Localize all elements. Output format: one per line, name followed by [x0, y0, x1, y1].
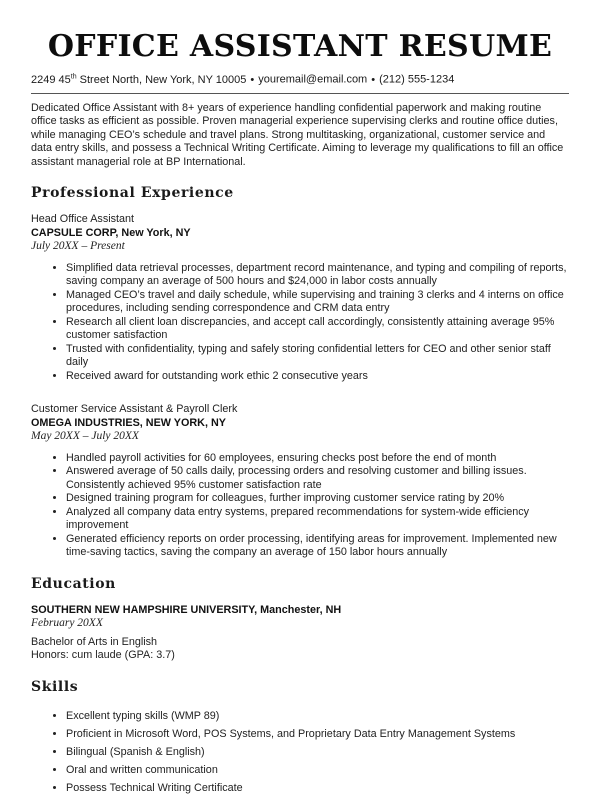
job-title: Customer Service Assistant & Payroll Clerk — [31, 403, 238, 416]
contact-line — [31, 70, 569, 87]
address-street: Street North, New York, NY 10005 — [76, 73, 247, 86]
job-entry — [31, 213, 569, 383]
job-bullet: • Designed training program for colleagues, further improving customer service rating by 20% — [66, 492, 569, 506]
phone: (212) 555-1234 — [379, 73, 455, 86]
job-bullet: • Simplified data retrieval processes, department record maintenance, and typing and compiling of reports, saving company an average of 500 hours and $24,000 in labor costs annually — [66, 262, 569, 289]
job-bullet: • Research all client loan discrepancies, and accept call accordingly, consistently attaining average 95% customer satisfaction — [66, 316, 569, 343]
skill-item: • Bilingual (Spanish & English) — [66, 743, 569, 761]
degree-block — [31, 636, 569, 663]
company-name: CAPSULE CORP, New York, NY — [31, 226, 191, 239]
job-bullets — [31, 262, 569, 384]
degree: Bachelor of Arts in English — [31, 635, 158, 648]
skill-item: • Possess Technical Writing Certificate — [66, 779, 569, 797]
skill-item: • Excellent typing skills (WMP 89) — [66, 707, 569, 725]
job-bullet: • Generated efficiency reports on order processing, identifying areas for improvement. Implemented new time-saving tactics, saving the company an average of 150 labor hours annually — [66, 533, 569, 560]
job-bullet: • Answered average of 50 calls daily, processing orders and resolving customer and billing issues. Consistently achieved 95% customer satisfaction rate — [66, 465, 569, 492]
job-bullet: • Handled payroll activities for 60 employees, ensuring checks post before the end of month — [66, 452, 569, 466]
bullet-separator: • — [371, 73, 376, 86]
job-dates: July 20XX – Present — [31, 240, 125, 253]
honors: Honors: cum laude (GPA: 3.7) — [31, 649, 175, 662]
bullet-separator: • — [250, 73, 255, 86]
address-suffix: th — [70, 73, 77, 80]
job-entry — [31, 403, 569, 560]
address-number: 2249 45 — [31, 73, 71, 86]
skill-item: • Proficient in Microsoft Word, POS Systems, and Proprietary Data Entry Management Systems — [66, 725, 569, 743]
section-heading-education: Education — [31, 575, 116, 592]
summary: Dedicated Office Assistant with 8+ years of experience handling confidential paperwork and making routine office tasks as efficient as possible. Proven managerial experience supervising clerks and routine office duties, while managing CEO’s schedule and travel plans. Strong multitasking, organizational, customer service and data entry skills, and possess a Technical Writing Certificate. Aiming to leverage my qualifications to fill an office assistant managerial role at BP International. — [31, 101, 564, 168]
job-title: Head Office Assistant — [31, 213, 135, 226]
section-heading-skills: Skills — [31, 678, 79, 695]
address — [31, 74, 246, 86]
header-divider — [31, 93, 569, 94]
job-bullet: • Managed CEO’s travel and daily schedule, while supervising and training 3 clerks and 4 interns on office procedures, including sending correspondence and CRM data entry — [66, 289, 569, 316]
skills-list — [31, 707, 569, 798]
job-bullets — [31, 452, 569, 560]
skill-item: • Oral and written communication — [66, 761, 569, 779]
section-heading-experience: Professional Experience — [31, 185, 234, 202]
job-bullet: • Received award for outstanding work ethic 2 consecutive years — [66, 370, 569, 384]
job-dates: May 20XX – July 20XX — [31, 430, 139, 443]
graduation-date: February 20XX — [31, 617, 103, 630]
company-name: OMEGA INDUSTRIES, NEW YORK, NY — [31, 416, 226, 429]
school-name: SOUTHERN NEW HAMPSHIRE UNIVERSITY, Manchester, NH — [31, 603, 342, 616]
education-entry — [31, 604, 569, 663]
job-bullet: • Analyzed all company data entry systems, prepared recommendations for system-wide efficiency improvement — [66, 506, 569, 533]
resume-title: OFFICE ASSISTANT RESUME — [47, 29, 553, 64]
job-bullet: • Trusted with confidentiality, typing and safely storing confidential letters for CEO and other senior staff daily — [66, 343, 569, 370]
email: youremail@email.com — [258, 73, 368, 86]
